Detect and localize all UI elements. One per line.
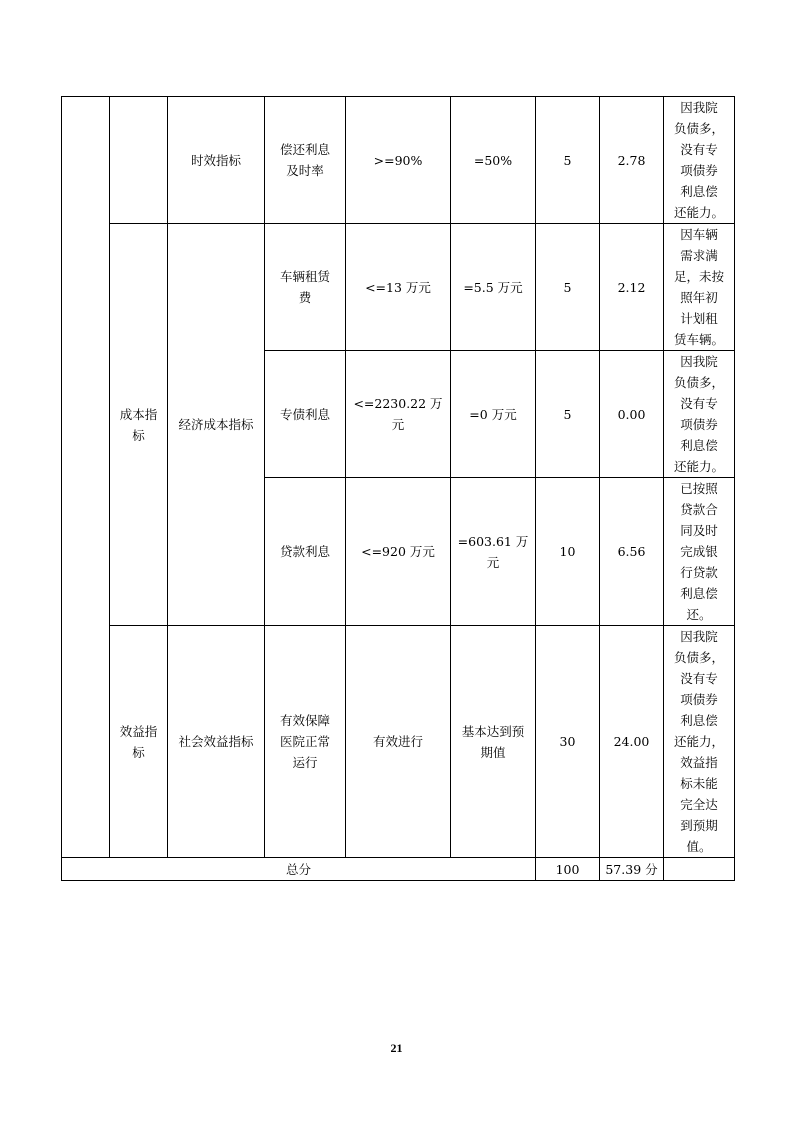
weight-cell: 30: [536, 626, 600, 858]
note-cell: 因我院 负债多， 没有专 项债券 利息偿 还能力。: [664, 351, 735, 478]
target-cell: <=2230.22 万元: [346, 351, 451, 478]
indicator-cell: 偿还利息 及时率: [265, 97, 346, 224]
score-cell: 2.78: [600, 97, 664, 224]
note-cell: 因我院 负债多， 没有专 项债券 利息偿 还能力， 效益指 标未能 完全达 到预期 值。: [664, 626, 735, 858]
weight-cell: 10: [536, 478, 600, 626]
table-row: [62, 97, 735, 224]
level3-cell: 时效指标: [168, 97, 265, 224]
total-note: [664, 858, 735, 881]
target-cell: <=920 万元: [346, 478, 451, 626]
score-cell: 0.00: [600, 351, 664, 478]
target-cell: <=13 万元: [346, 224, 451, 351]
score-cell: 24.00: [600, 626, 664, 858]
indicator-cell: 专债利息: [265, 351, 346, 478]
table-row: [62, 224, 735, 351]
score-cell: 2.12: [600, 224, 664, 351]
weight-cell: 5: [536, 97, 600, 224]
performance-table: [61, 96, 735, 881]
indicator-cell: 贷款利息: [265, 478, 346, 626]
target-cell: >=90%: [346, 97, 451, 224]
indicator-cell: 车辆租赁 费: [265, 224, 346, 351]
level2-cell: [110, 97, 168, 224]
actual-cell: 基本达到预 期值: [451, 626, 536, 858]
actual-cell: =50%: [451, 97, 536, 224]
page-number: 21: [390, 1041, 403, 1055]
target-cell: 有效进行: [346, 626, 451, 858]
level2-cell: 成本指 标: [110, 224, 168, 626]
weight-cell: 5: [536, 224, 600, 351]
total-label: 总分: [62, 858, 536, 881]
actual-cell: =5.5 万元: [451, 224, 536, 351]
actual-cell: =0 万元: [451, 351, 536, 478]
actual-cell: =603.61 万 元: [451, 478, 536, 626]
note-cell: 已按照 贷款合 同及时 完成银 行贷款 利息偿 还。: [664, 478, 735, 626]
total-weight: 100: [536, 858, 600, 881]
note-cell: 因车辆 需求满 足，未按 照年初 计划租 赁车辆。: [664, 224, 735, 351]
score-cell: 6.56: [600, 478, 664, 626]
total-row: [62, 858, 735, 881]
table-row: [62, 626, 735, 858]
note-cell: 因我院 负债多， 没有专 项债券 利息偿 还能力。: [664, 97, 735, 224]
level2-cell: 效益指 标: [110, 626, 168, 858]
indicator-cell: 有效保障 医院正常 运行: [265, 626, 346, 858]
level3-cell: 经济成本指标: [168, 224, 265, 626]
level3-cell: 社会效益指标: [168, 626, 265, 858]
level1-cell: [62, 97, 110, 858]
total-score: 57.39 分: [600, 858, 664, 881]
weight-cell: 5: [536, 351, 600, 478]
